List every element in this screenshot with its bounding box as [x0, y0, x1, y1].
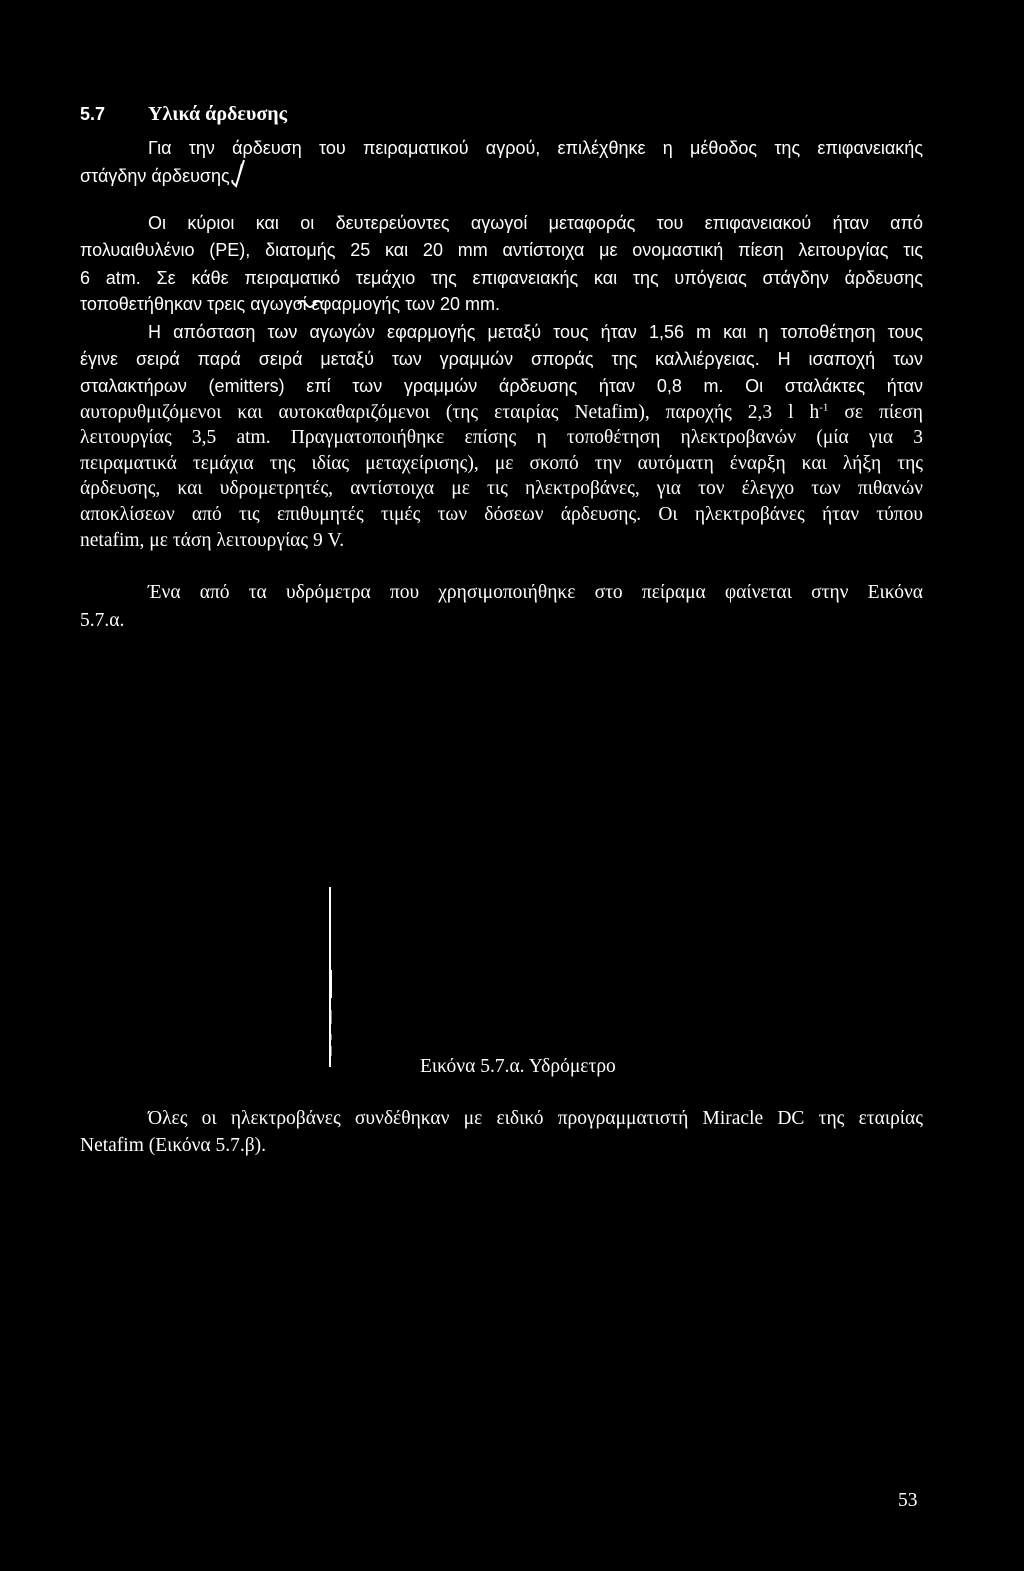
- section-title: Υλικά άρδευσης: [148, 103, 288, 125]
- paragraph-line: netafim, με τάση λειτουργίας 9 V.: [80, 530, 345, 551]
- figure-caption: Εικόνα 5.7.α. Υδρόμετρο: [420, 1056, 616, 1077]
- paragraph-line: Οι κύριοι και οι δευτερεύοντες αγωγοί μεταφοράς του επιφανειακού ήταν από: [148, 213, 923, 233]
- paragraph-line: Netafim (Εικόνα 5.7.β).: [80, 1135, 267, 1156]
- paragraph-line: 5.7.α.: [80, 610, 125, 631]
- line-text: αυτορυθμιζόμενοι και αυτοκαθαριζόμενοι (της εταιρίας Netafim), παροχής 2,3 l h: [80, 402, 820, 423]
- paragraph-line: έγινε σειρά παρά σειρά μεταξύ των γραμμών σποράς της καλλιέργειας. Η ισαποχή των: [80, 349, 923, 369]
- paragraph-line: πειραματικά τεμάχια της ιδίας μεταχείρισης), με σκοπό την αυτόματη έναρξη και λήξη της: [80, 453, 923, 474]
- paragraph-line: στάγδην άρδευσης.: [80, 166, 235, 186]
- line-text: σε πίεση: [844, 402, 924, 423]
- paragraph-line: τοποθετήθηκαν τρεις αγωγοί εφαρμογής των 20 mm.: [80, 294, 501, 314]
- paragraph-line: Όλες οι ηλεκτροβάνες συνδέθηκαν με ειδικό προγραμματιστή Miracle DC της εταιρίας: [148, 1108, 923, 1129]
- paragraph-line: άρδευσης, και υδρομετρητές, αντίστοιχα με τις ηλεκτροβάνες, για τον έλεγχο των πιθανών: [80, 478, 923, 499]
- paragraph-line: Για την άρδευση του πειραματικού αγρού, επιλέχθηκε η μέθοδος της επιφανειακής: [148, 138, 923, 158]
- paragraph-line: πολυαιθυλένιο (PE), διατομής 25 και 20 mm αντίστοιχα με ονομαστική πίεση λειτουργίας τις: [80, 240, 923, 260]
- paragraph-line: αποκλίσεων από τις επιθυμητές τιμές των δόσεων άρδευσης. Οι ηλεκτροβάνες ήταν τύπου: [80, 504, 923, 525]
- paragraph-line: 6 atm. Σε κάθε πειραματικό τεμάχιο της επιφανειακής και της υπόγειας στάγδην άρδευσης: [80, 268, 923, 288]
- paragraph-line: [80, 399, 923, 426]
- paragraph-line: Ένα από τα υδρόμετρα που χρησιμοποιήθηκε στο πείραμα φαίνεται στην Εικόνα: [148, 582, 923, 603]
- superscript: -1: [819, 401, 829, 414]
- handwritten-scribble: [296, 294, 324, 312]
- hydrometer-photo: [300, 870, 720, 1070]
- paragraph-line: σταλακτήρων (emitters) επί των γραμμών άρδευσης ήταν 0,8 m. Οι σταλάκτες ήταν: [80, 376, 923, 396]
- handwritten-mark: [228, 158, 250, 188]
- paragraph-line: Η απόσταση των αγωγών εφαρμογής μεταξύ τους ήταν 1,56 m και η τοποθέτηση τους: [148, 322, 923, 342]
- section-number: 5.7: [80, 104, 106, 124]
- figure-image: [300, 870, 720, 1070]
- paragraph-line: λειτουργίας 3,5 atm. Πραγματοποιήθηκε επίσης η τοποθέτηση ηλεκτροβανών (μία για 3: [80, 427, 923, 448]
- page-number: 53: [898, 1490, 918, 1511]
